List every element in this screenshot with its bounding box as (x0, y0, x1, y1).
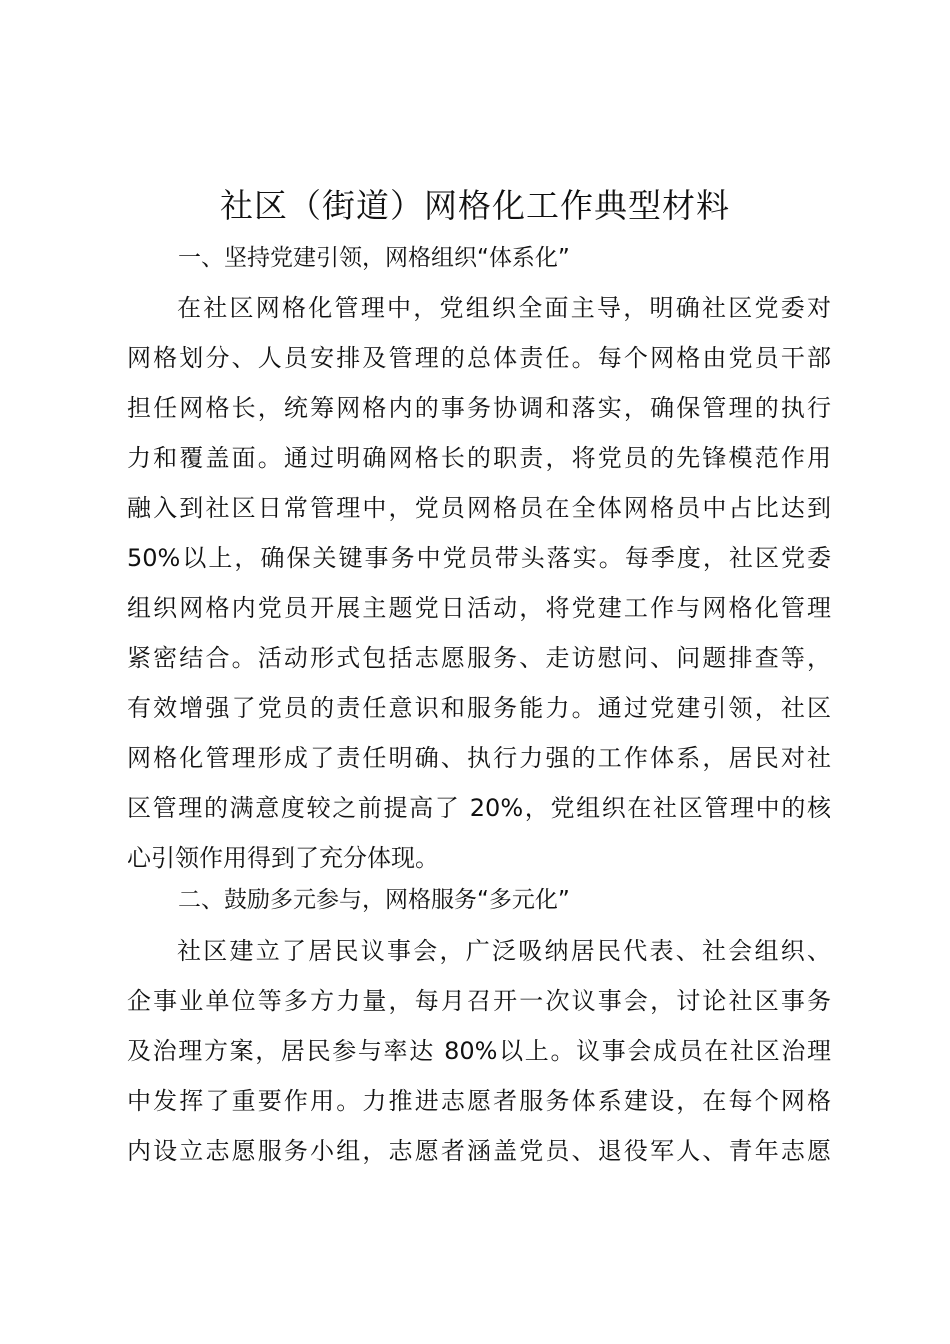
paragraph-line: 紧密结合。活动形式包括志愿服务、走访慰问、问题排查等， (127, 644, 831, 672)
paragraph-line: 心引领作用得到了充分体现。 (127, 844, 439, 872)
paragraph-line: 企事业单位等多方力量，每月召开一次议事会，讨论社区事务 (127, 987, 831, 1015)
paragraph-line: 及治理方案，居民参与率达 80%以上。议事会成员在社区治理 (127, 1037, 831, 1065)
paragraph-line: 融入到社区日常管理中，党员网格员在全体网格员中占比达到 (127, 494, 831, 522)
paragraph-line: 组织网格内党员开展主题党日活动，将党建工作与网格化管理 (127, 594, 831, 622)
paragraph-line: 担任网格长，统筹网格内的事务协调和落实，确保管理的执行 (127, 394, 831, 422)
document-title: 社区（街道）网格化工作典型材料 (220, 186, 730, 225)
paragraph-line: 网格划分、人员安排及管理的总体责任。每个网格由党员干部 (127, 344, 831, 372)
section-1-paragraph (127, 283, 831, 883)
paragraph-line: 有效增强了党员的责任意识和服务能力。通过党建引领，社区 (127, 694, 831, 722)
paragraph-line: 区管理的满意度较之前提高了 20%，党组织在社区管理中的核 (127, 794, 831, 822)
paragraph-line: 力和覆盖面。通过明确网格长的职责，将党员的先锋模范作用 (127, 444, 831, 472)
paragraph-line: 网格化管理形成了责任明确、执行力强的工作体系，居民对社 (127, 744, 831, 772)
paragraph-line: 中发挥了重要作用。力推进志愿者服务体系建设，在每个网格 (127, 1087, 831, 1115)
paragraph-line: 50%以上，确保关键事务中党员带头落实。每季度，社区党委 (127, 544, 831, 572)
paragraph-line: 社区建立了居民议事会，广泛吸纳居民代表、社会组织、 (177, 937, 831, 965)
section-2-heading: 二、鼓励多元参与，网格服务“多元化” (178, 887, 570, 913)
section-2-paragraph (127, 926, 831, 1176)
paragraph-line: 内设立志愿服务小组，志愿者涵盖党员、退役军人、青年志愿 (127, 1137, 831, 1165)
section-1-heading: 一、坚持党建引领，网格组织“体系化” (178, 245, 570, 271)
paragraph-line: 在社区网格化管理中，党组织全面主导，明确社区党委对 (177, 294, 831, 322)
